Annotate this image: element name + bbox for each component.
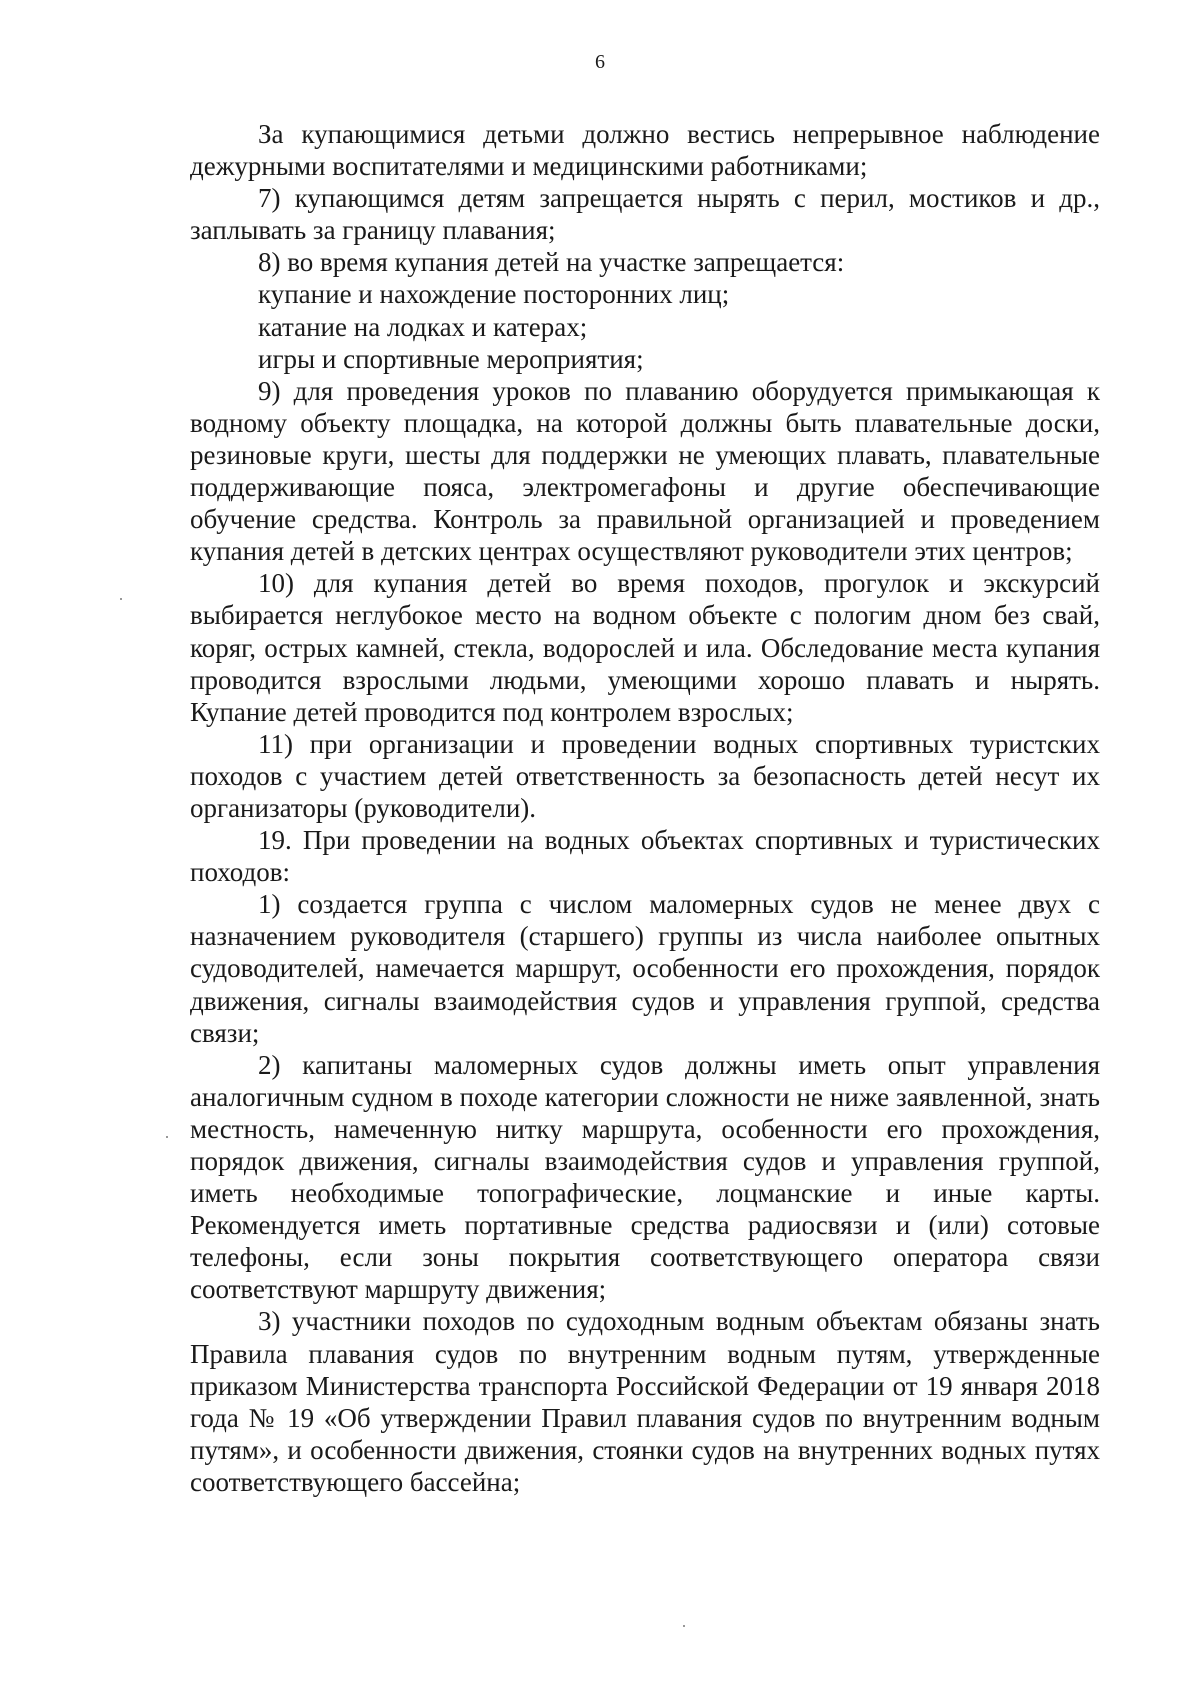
paragraph-item-8-boats: катание на лодках и катерах; [258,311,588,342]
scan-speck [683,1625,685,1627]
document-body [190,118,1100,1498]
paragraph-item-9: 9) для проведения уроков по плаванию оборудуется примыкающая к водному объекту площадка, на которой должны быть плавательные доски, резиновые круги, шесты для поддержки не умеющих плавать, плавательные поддерживающие пояса, электромегафоны и другие обеспечивающие обучение средства. Контроль за правильной организацией и проведением купания детей в детских центрах осуществляют руководители этих центров; [190,375,1100,567]
paragraph-item-7: 7) купающимся детям запрещается нырять с перил, мостиков и др., заплывать за границу плавания; [190,183,1100,246]
page-number: 6 [595,51,605,73]
paragraph-item-10: 10) для купания детей во время походов, прогулок и экскурсий выбирается неглубокое место на водном объекте с пологим дном без свай, коряг, острых камней, стекла, водорослей и ила. Обследование места купания проводится взрослыми людьми, умеющими хорошо плавать и нырять. Купание детей проводится под контролем взрослых; [190,568,1100,727]
scan-speck [166,1136,168,1138]
scan-speck [120,598,122,600]
paragraph-section-19: 19. При проведении на водных объектах спортивных и туристических походов: [190,825,1100,888]
paragraph-item-8-games: игры и спортивные мероприятия; [258,343,644,374]
paragraph-item-8: 8) во время купания детей на участке запрещается: [258,247,845,278]
paragraph-section-19-item-2: 2) капитаны маломерных судов должны иметь опыт управления аналогичным судном в походе категории сложности не ниже заявленной, знать местность, намеченную нитку маршрута, особенности его прохождения, порядок движения, сигналы взаимодействия судов и управления группой, иметь необходимые топографические, лоцманские и иные карты. Рекомендуется иметь портативные средства радиосвязи и (или) сотовые телефоны, если зоны покрытия соответствующего оператора связи соответствуют маршруту движения; [190,1049,1100,1305]
paragraph-section-19-item-3: 3) участники походов по судоходным водным объектам обязаны знать Правила плавания судов по внутренним водным путям, утвержденные приказом Министерства транспорта Российской Федерации от 19 января 2018 года № 19 «Об утверждении Правил плавания судов по внутренним водным путям», и особенности движения, стоянки судов на внутренних водных путях соответствующего бассейна; [190,1306,1100,1497]
paragraph-bathing-supervision: За купающимися детьми должно вестись непрерывное наблюдение дежурными воспитателями и медицинскими работниками; [190,119,1100,182]
paragraph-item-11: 11) при организации и проведении водных спортивных туристских походов с участием детей ответственность за безопасность детей несут их организаторы (руководители). [190,728,1100,823]
paragraph-section-19-item-1: 1) создается группа с числом маломерных судов не менее двух с назначением руководителя (старшего) группы из числа наиболее опытных судоводителей, намечается маршрут, особенности его прохождения, порядок движения, сигналы взаимодействия судов и управления группой, средства связи; [190,889,1100,1048]
paragraph-item-8-outsiders: купание и нахождение посторонних лиц; [258,279,730,310]
